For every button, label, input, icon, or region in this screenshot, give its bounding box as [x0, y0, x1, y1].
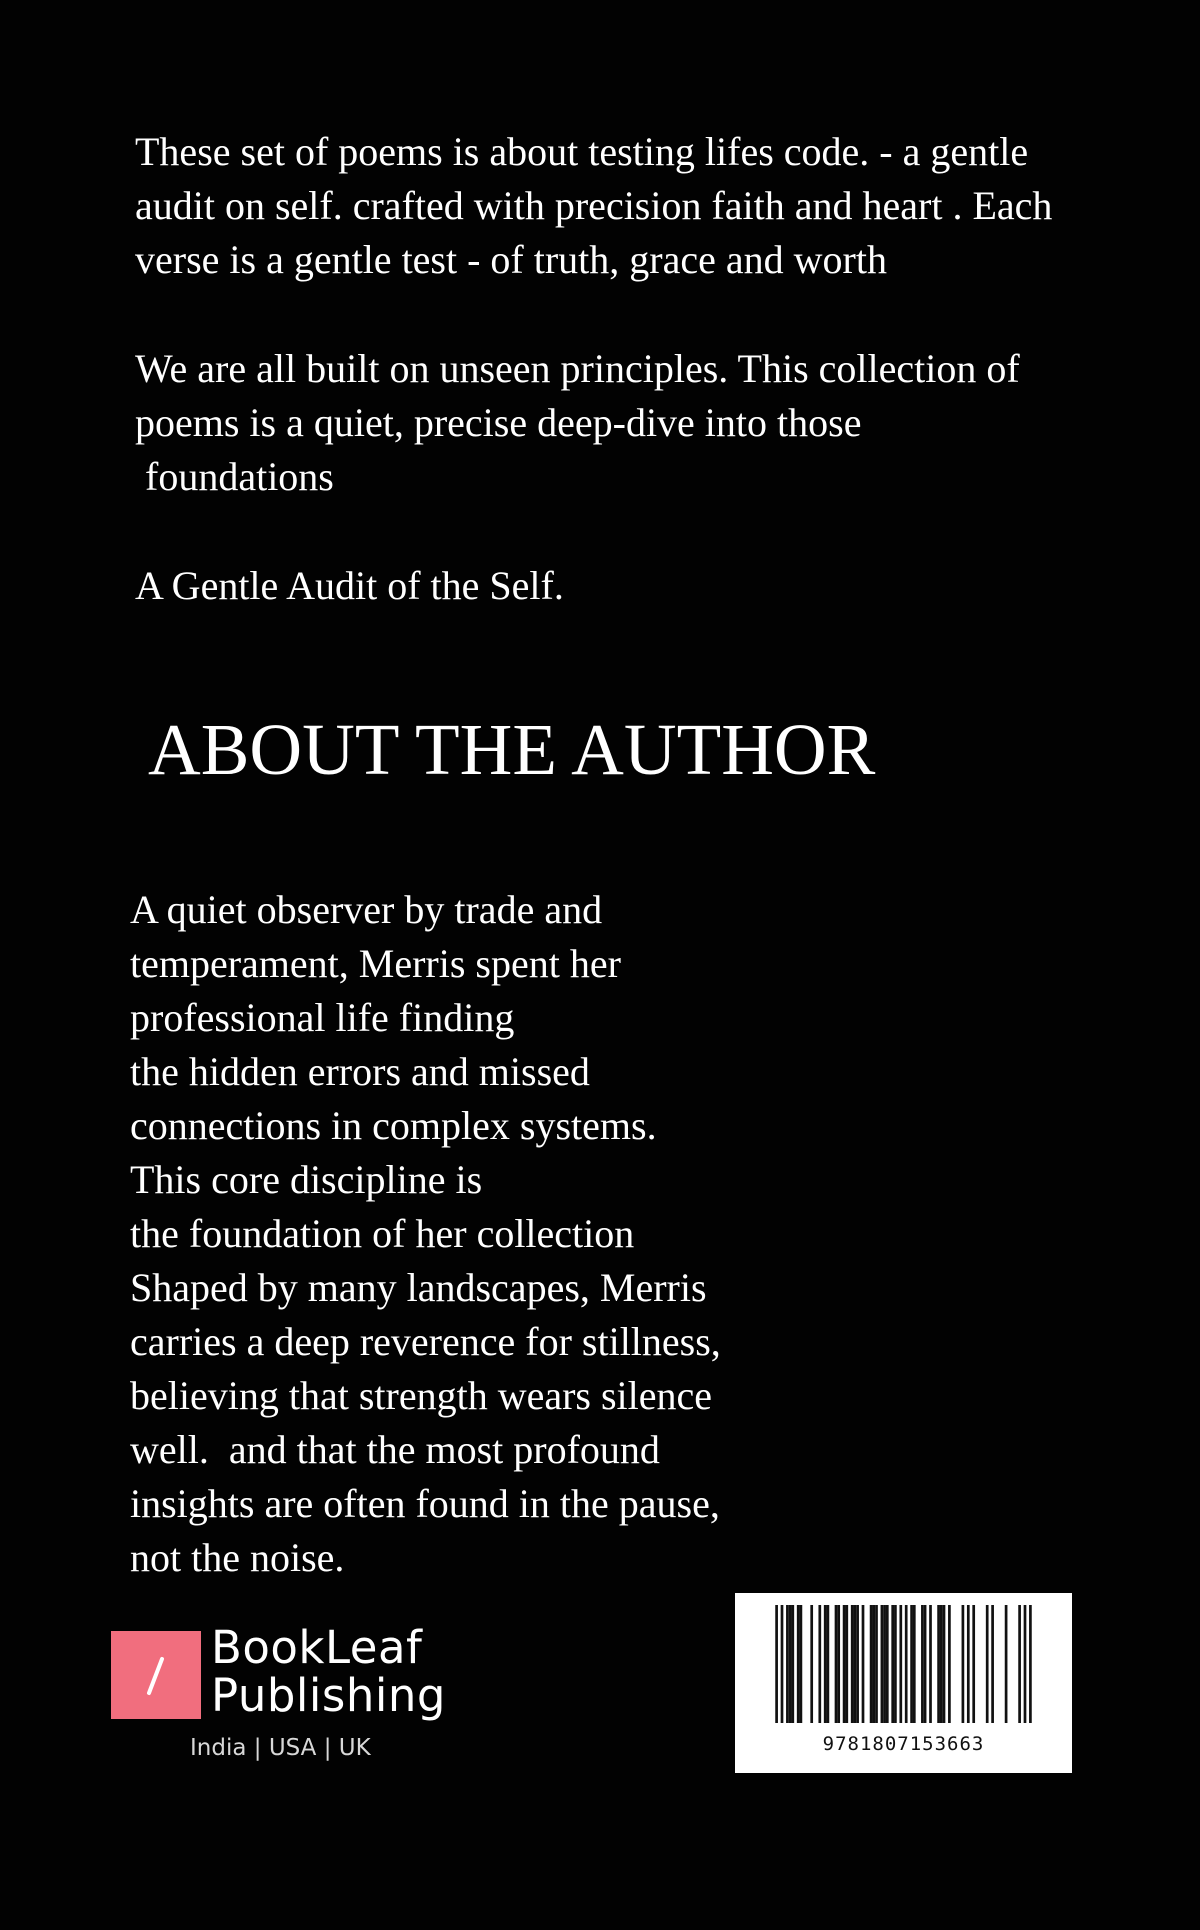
bio-line: carries a deep reverence for stillness, — [130, 1319, 721, 1364]
barcode-bar — [854, 1605, 857, 1723]
barcode-bar — [937, 1605, 940, 1723]
barcode-bar — [991, 1605, 994, 1723]
bio-line: professional life finding — [130, 995, 515, 1040]
barcode-bar — [943, 1605, 946, 1723]
isbn-barcode — [735, 1593, 1072, 1773]
blurb-line: audit on self. crafted with precision faith and heart . Each — [135, 183, 1053, 228]
barcode-bar — [837, 1605, 840, 1723]
barcode-bar — [1024, 1605, 1027, 1723]
blurb-line: verse is a gentle test - of truth, grace and worth — [135, 237, 887, 282]
blurb-line: poems is a quiet, precise deep-dive into those — [135, 400, 862, 445]
bio-line: the hidden errors and missed — [130, 1049, 590, 1094]
barcode-bar — [797, 1605, 800, 1723]
barcode-bar — [894, 1605, 897, 1723]
barcode-bar — [948, 1605, 951, 1723]
bio-line: the foundation of her collection — [130, 1211, 635, 1256]
barcode-bar — [910, 1605, 913, 1723]
barcode-bar — [818, 1605, 821, 1723]
publisher-regions: India | USA | UK — [190, 1735, 371, 1761]
barcode-bar — [775, 1605, 778, 1723]
barcode-bar — [899, 1605, 902, 1723]
barcode-bar — [967, 1605, 970, 1723]
blurb-line: These set of poems is about testing lifes code. - a gentle — [135, 129, 1029, 174]
barcode-bar — [962, 1605, 965, 1723]
isbn-number: 9781807153663 — [822, 1733, 985, 1755]
bio-line: not the noise. — [130, 1535, 345, 1580]
barcode-bar — [986, 1605, 989, 1723]
barcode-bar — [856, 1605, 859, 1723]
publisher-name-line-1: BookLeaf — [211, 1621, 423, 1674]
barcode-bar — [972, 1605, 975, 1723]
barcode-bar — [891, 1605, 894, 1723]
blurb-paragraph-2 — [135, 342, 1020, 504]
barcode-bar — [827, 1605, 830, 1723]
barcode-bar — [929, 1605, 932, 1723]
barcode-bar — [870, 1605, 873, 1723]
barcode-bar — [1029, 1605, 1032, 1723]
barcode-bar — [810, 1605, 813, 1723]
barcode-bar — [851, 1605, 854, 1723]
barcode-bar — [875, 1605, 878, 1723]
barcode-bar — [913, 1605, 916, 1723]
bio-line: well. and that the most profound — [130, 1427, 660, 1472]
barcode-bar — [789, 1605, 792, 1723]
bio-line: Shaped by many landscapes, Merris — [130, 1265, 707, 1310]
slash-icon — [111, 1631, 201, 1719]
barcode-bar — [921, 1605, 924, 1723]
bio-line: insights are often found in the pause, — [130, 1481, 720, 1526]
bio-line: A quiet observer by trade and — [130, 887, 603, 932]
barcode-bar — [881, 1605, 884, 1723]
blurb-line: foundations — [135, 454, 334, 499]
barcode-bar — [800, 1605, 803, 1723]
blurb-paragraph-1 — [135, 125, 1052, 287]
barcode-bar — [905, 1605, 908, 1723]
barcode-bar — [883, 1605, 886, 1723]
barcode-bar — [824, 1605, 827, 1723]
bio-line: This core discipline is — [130, 1157, 483, 1202]
barcode-bar — [791, 1605, 794, 1723]
barcode-bar — [1018, 1605, 1021, 1723]
barcode-bar — [862, 1605, 865, 1723]
publisher-name-line-2: Publishing — [211, 1669, 446, 1722]
barcode-bar — [781, 1605, 784, 1723]
bio-line: connections in complex systems. — [130, 1103, 657, 1148]
barcode-bar — [872, 1605, 875, 1723]
publisher-logo — [111, 1621, 451, 1767]
blurb-paragraph-3 — [135, 559, 564, 613]
about-author-heading: ABOUT THE AUTHOR — [148, 709, 876, 790]
barcode-bar — [845, 1605, 848, 1723]
barcode-bar — [835, 1605, 838, 1723]
barcode-bar — [886, 1605, 889, 1723]
barcode-bar — [843, 1605, 846, 1723]
barcode-bar — [786, 1605, 789, 1723]
blurb-tagline: A Gentle Audit of the Self. — [135, 563, 564, 608]
barcode-bar — [1005, 1605, 1008, 1723]
author-bio — [130, 883, 721, 1585]
barcode-bar — [940, 1605, 943, 1723]
bio-line: temperament, Merris spent her — [130, 941, 621, 986]
bio-line: believing that strength wears silence — [130, 1373, 713, 1418]
blurb-line: We are all built on unseen principles. This collection of — [135, 346, 1020, 391]
publisher-logo-mark — [111, 1631, 201, 1719]
barcode-bar — [924, 1605, 927, 1723]
barcode-bars — [735, 1593, 1072, 1733]
